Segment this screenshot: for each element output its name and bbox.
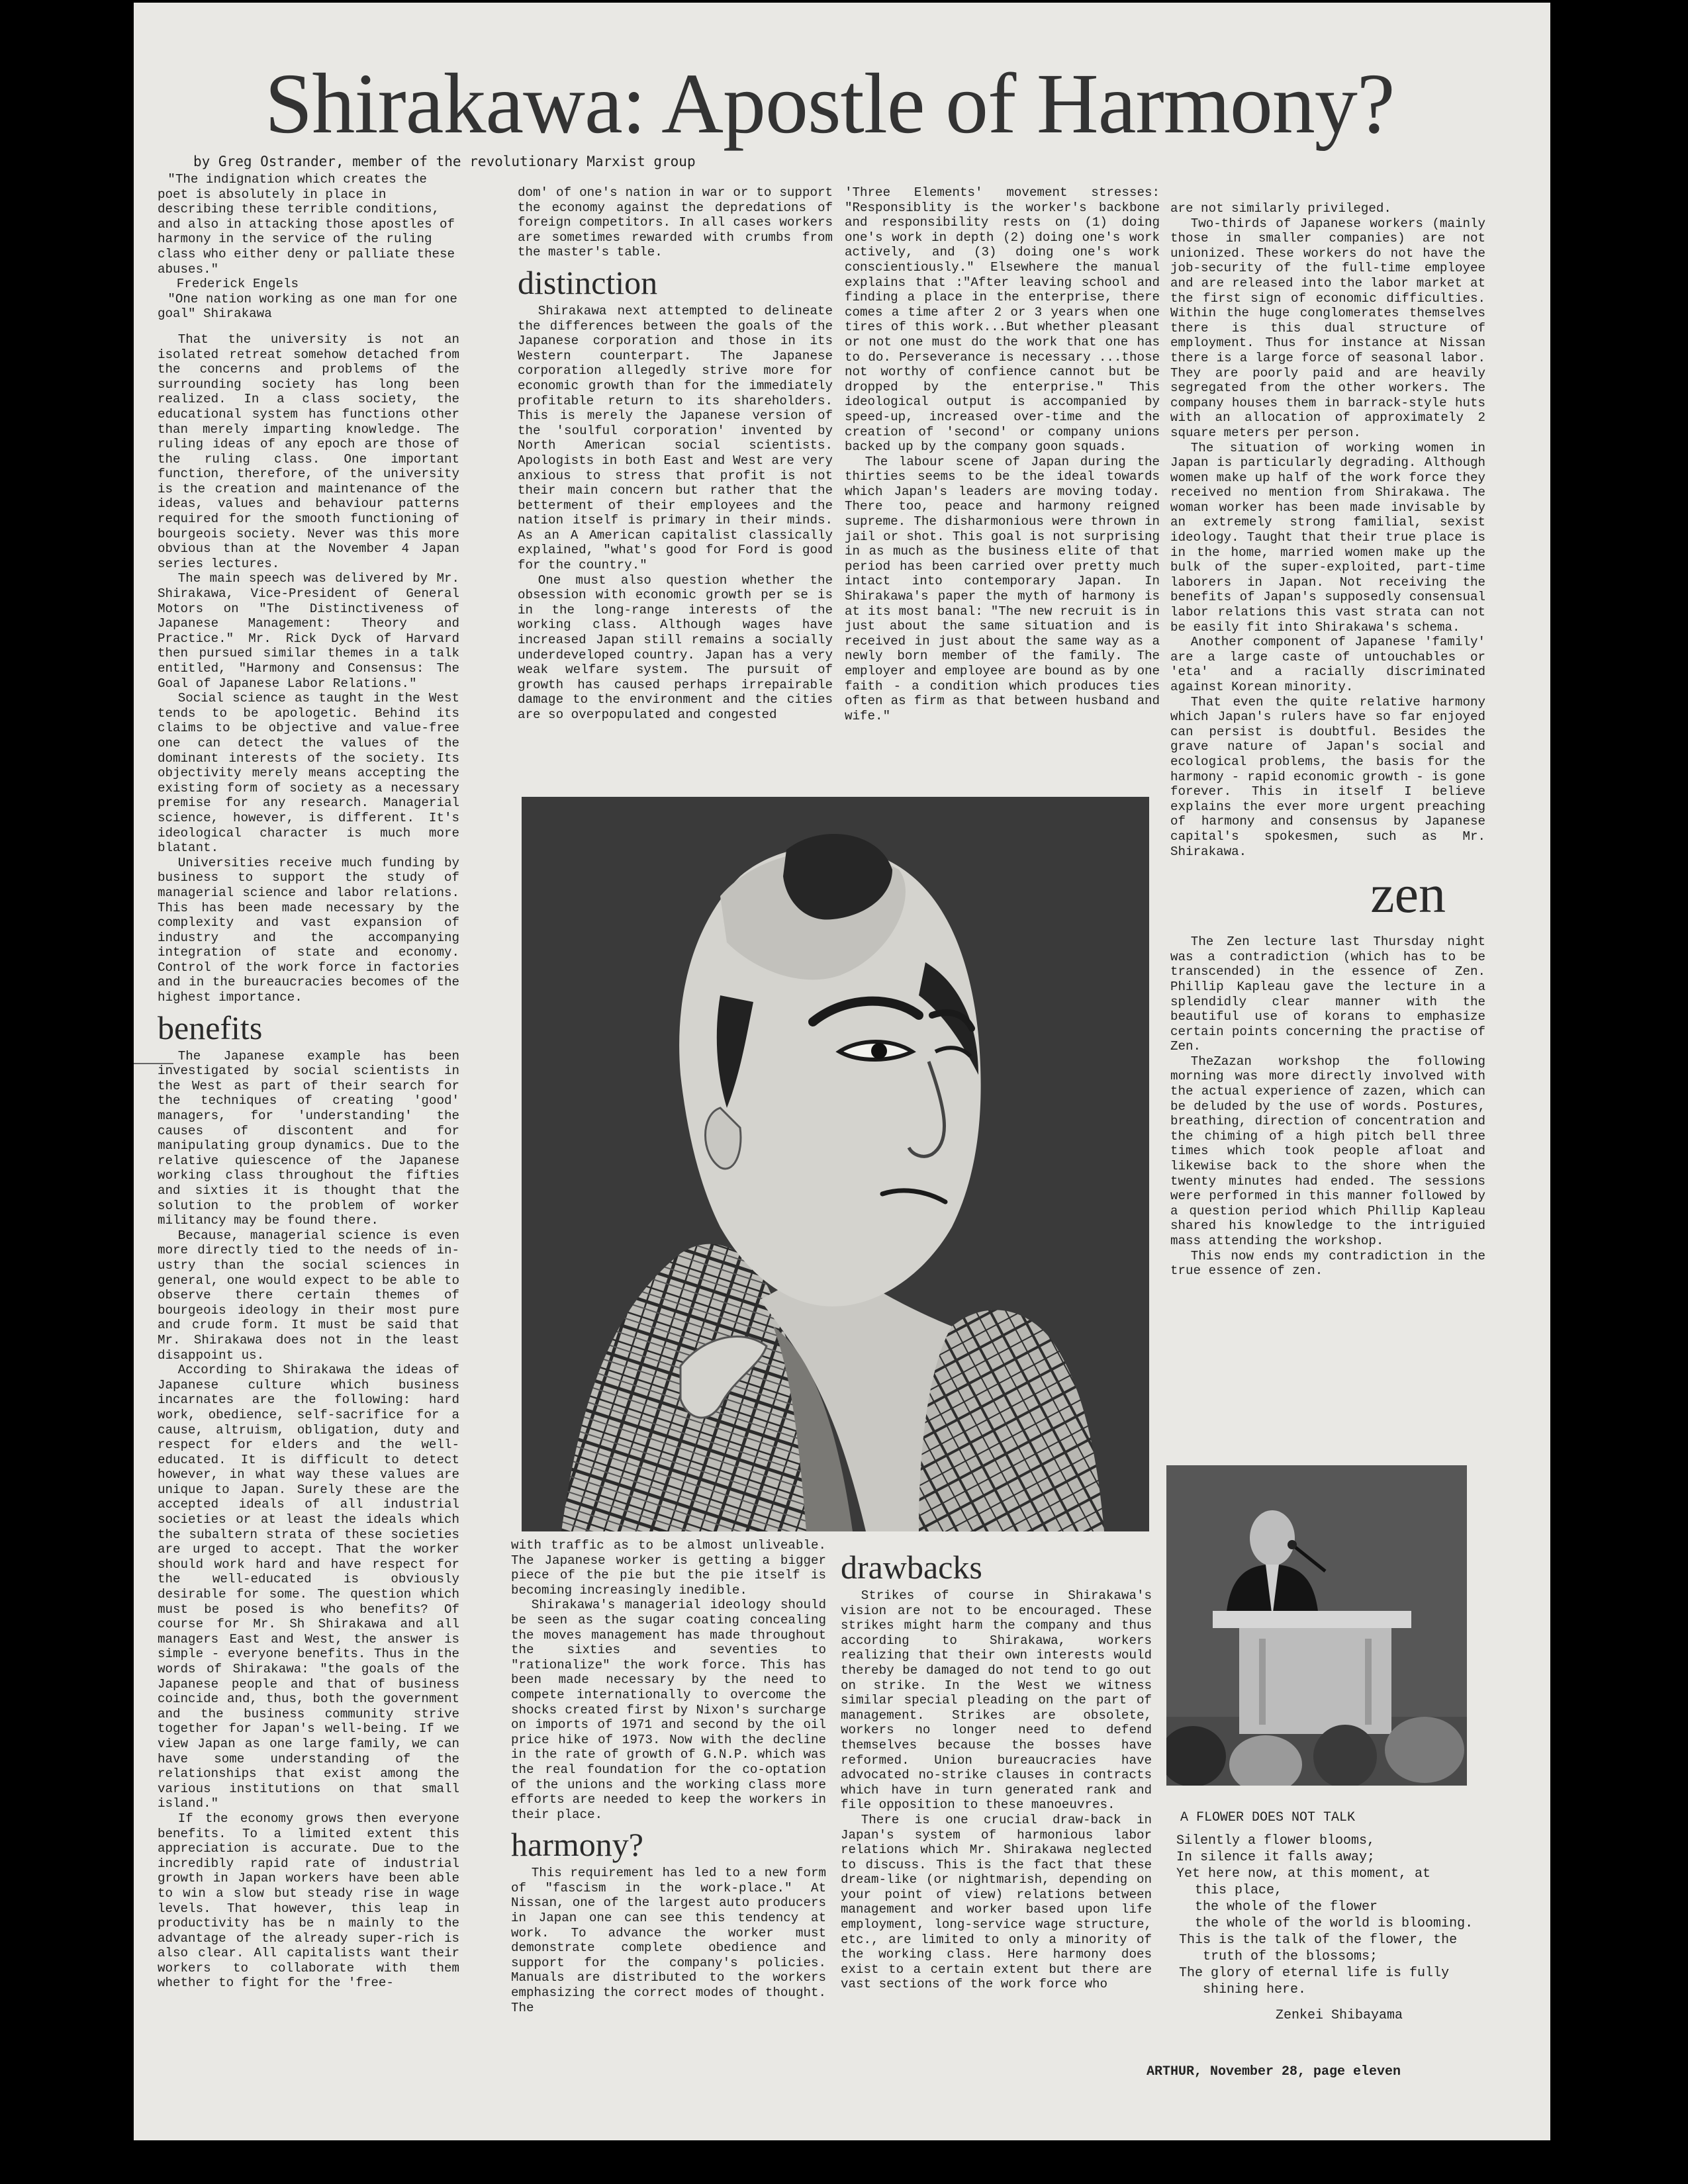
poem-author: Zenkei Shibayama <box>1276 2008 1403 2023</box>
poem-title: A FLOWER DOES NOT TALK <box>1180 1810 1356 1825</box>
epigraph-engels-author: Frederick Engels <box>176 277 299 292</box>
kabuki-portrait-illustration <box>522 797 1149 1531</box>
paragraph: TheZazan workshop the following morning was more directly involved with the actual experience of zazen, which can be deluded by the use of words. Postures, breathing, direction of concentration and the chiming of a high pitch bell three times which took people afloat and likewise back to the shore when the twenty minutes had ended. The sessions were performed in this manner followed by a question period which Phillip Kapleau shared his knowledge to the intriguied mass attending the workshop. <box>1170 1054 1485 1248</box>
poem-line: In silence it falls away; <box>1176 1850 1376 1865</box>
paragraph: The Japanese example has been investigated by social scientists in the West as part of their search for the techniques of creating 'good' managers, for 'understanding' the causes of discontent and for manipulating group dynamics. Due to the relative quiescence of the Japanese working class throughout the fifties and sixties it is thought that the solution to the problem of worker militancy may be found there. <box>158 1048 459 1228</box>
lecturer-photo <box>1166 1465 1467 1786</box>
paragraph: dom' of one's nation in war or to support the economy against the depredations of foreign competitors. In all cases workers are sometimes rewarded with crumbs from the master's table. <box>518 185 833 260</box>
poem <box>1176 1809 1481 2024</box>
poem-line: Yet here now, at this moment, at <box>1176 1866 1431 1882</box>
column-4 <box>1170 201 1485 1462</box>
poem-line: This is the talk of the flower, the <box>1179 1933 1458 1948</box>
paragraph: are not similarly privileged. <box>1170 201 1391 216</box>
paragraph: One must also question whether the obsession with economic growth per se is in the long-range interests of the working class. Although wages have increased Japan still remains a socially underdeveloped country. Japan has a very weak welfare system. The pursuit of growth has caused perhaps irrepairable damage to the environment and the cities are so overpopulated and congested <box>518 572 833 722</box>
poem-line: The glory of eternal life is fully <box>1179 1966 1450 1981</box>
column-1 <box>158 172 459 2131</box>
article-title: Shirakawa: Apostle of Harmony? <box>265 56 1395 152</box>
paragraph: Another component of Japanese 'family' are a large caste of untouchables or 'eta' and a racially discriminated against Korean minority. <box>1170 635 1485 694</box>
newspaper-page <box>134 3 1550 2140</box>
paragraph: If the economy grows then everyone benefits. To a limited extent this appreciation is accurate. Due to the incredibly rapid rate of industrial growth in Japan workers have been able to win a slow but steady rise in wage levels. That however, this leap in productivity has be n mainly to the advantage of the already super-rich is also clear. All capitalists want their workers to collaborate with them whether to fight for the 'free- <box>158 1811 459 1991</box>
subhead-benefits: benefits <box>158 1009 263 1046</box>
paragraph: The situation of working women in Japan is particularly degrading. Although women make up half of the work force they received no mention from Shirakawa. The woman worker has been made invisable by an extremely strong familial, sexist ideology. Taught that their true place is in the home, married women make up the bulk of the super-exploited, part-time laborers in Japan. Not receiving the benefits of Japan's supposedly consensual labor relations this vast strata can not be easily fit into Shirakawa's schema. <box>1170 440 1485 635</box>
paragraph: Strikes of course in Shirakawa's vision are not to be encouraged. These strikes might harm the company and thus according to Shirakawa, workers realizing that their own interests would thereby be damaged do not tend to go out on strike. In the West we witness similar special pleading on the part of management. Strikes are obsolete, workers no longer need to defend themselves because the bosses have reformed. Union bureaucracies have advocated no-strike clauses in contracts which have in turn generated rank and file opposition to these manoeuvres. <box>841 1588 1152 1813</box>
paragraph: That even the quite relative harmony which Japan's rulers have so far enjoyed can persist is doubtful. Besides the grave nature of Japan's social and ecological problems, the basis for the harmony - rapid economic growth - is gone forever. This in itself I believe explains the ever more urgent preaching of harmony and consensus by Japanese capital's spokesmen, such as Mr. Shirakawa. <box>1170 694 1485 859</box>
paragraph: Because, managerial science is even more directly tied to the needs of in- ustry than the social sciences in general, one would expect to be able to observe there certain themes of bourgeois ideology in their most pure and crude form. It must be said that Mr. Shirakawa does not in the least disappoint us. <box>158 1228 459 1363</box>
page-footer: ARTHUR, November 28, page eleven <box>1147 2064 1401 2079</box>
subhead-harmony: harmony? <box>511 1826 643 1864</box>
paragraph: There is one crucial draw-back in Japan's system of harmonious labor relations which Mr. Shirakawa neglected to discuss. This is the fact that these dream-like (or nightmarish, depending on your point of view) relations between management and worker based upon life employment, long-service wage structure, etc., are limited to only a minority of the working class. Here harmony does exist to a certain extent but there are vast sections of the work force who <box>841 1812 1152 1992</box>
paragraph: This requirement has led to a new form of "fascism in the work-place." At Nissan, one of the largest auto producers in Japan one can see this tendency at work. To advance the worker must demonstrate complete obedience and support for the company's policies. Manuals are distributed to the workers emphasizing the correct modes of thought. The <box>511 1866 826 2015</box>
poem-line: Silently a flower blooms, <box>1176 1833 1376 1848</box>
paragraph: with traffic as to be almost unliveable. The Japanese worker is getting a bigger piece of the pie but the pie itself is becoming increasingly inedible. <box>511 1538 826 1598</box>
paragraph: That the university is not an isolated retreat somehow detached from the concerns and problems of the surrounding society has long been realized. In a class society, the educational system has functions other than merely imparting knowledge. The ruling ideas of any epoch are those of the ruling class. One important function, therefore, of the university is the creation and maintenance of the ideas, values and behaviour patterns required for the smooth functioning of bourgeois society. Never was this more obvious than at the November 4 Japan series lectures. <box>158 332 459 571</box>
poem-line: this place, <box>1195 1883 1283 1898</box>
paragraph: This now ends my contradiction in the true essence of zen. <box>1170 1248 1485 1279</box>
paragraph: According to Shirakawa the ideas of Japanese culture which business incarnates are the following: hard work, obedience, self-sacrifice for a cause, altruism, obligation, duty and respect for elders and the well-educated. It is difficult to detect however, in what way these values are unique to Japan. Surely these are the accepted ideals of all industrial societies or at least the ideals which the subaltern strata of these societies are urged to accept. That the worker should work hard and have respect for the well-educated is obviously desirable for some. The question which must be posed is who benefits? Of course for Mr. Sh Shirakawa and all managers East and West, the answer is simple - everyone benefits. Thus in the words of Shirakawa: "the goals of the Japanese people and that of business coincide and, thus, both the government and the business community strive together for Japan's well-being. If we view Japan as one large family, we can have some understanding of the relationships that exist among the various institutions on that small island." <box>158 1363 459 1811</box>
paragraph: Two-thirds of Japanese workers (mainly those in smaller companies) are not unionized. These workers do not have the job-security of the full-time employee and are released into the labor market at the first sign of economic difficulties. Within the huge conglomerates themselves there is this dual structure of employment. Thus for instance at Nissan there is a large force of seasonal labor. They are poorly paid and are heavily segregated from the other workers. The company houses them in barrack-style huts with an allocation of approximately 2 square meters per person. <box>1170 216 1485 440</box>
paragraph: The main speech was delivered by Mr. Shirakawa, Vice-President of General Motors on "The Distinctiveness of Japanese Management: Theory and Practice." Mr. Rick Dyck of Harvard then pursued similar themes in a talk entitled, "Harmony and Consensus: The Goal of Japanese Labor Relations." <box>158 571 459 691</box>
paragraph: Shirakawa's managerial ideology should be seen as the sugar coating concealing the moves management has made throughout the sixties and seventies to "rationalize" the work force. This has been made necessary by the need to compete internationally to overcome the shocks created first by Nixon's surcharge on imports of 1971 and second by the oil price hike of 1973. Now with the decline in the rate of growth of G.N.P. which was the real foundation for the co-optation of the unions and the working class more efforts are needed to keep the workers in their place. <box>511 1598 826 1822</box>
poem-line: the whole of the flower <box>1195 1899 1378 1915</box>
poem-line: truth of the blossoms; <box>1203 1949 1378 1964</box>
epigraph-shirakawa: "One nation working as one man for one goal" Shirakawa <box>158 291 457 322</box>
poem-line: the whole of the world is blooming. <box>1195 1916 1474 1931</box>
paragraph: Shirakawa next attempted to delineate the differences between the goals of the Japanese corporation and those in its Western counterpart. The Japanese corporation allegedly strive more for economic growth than for the immediately profitable return to its shareholders. This is merely the Japanese version of the 'soulful corporation' invented by North American social scientists. Apologists in both East and West are very anxious to stress that profit is not their main concern but rather that the betterment of their employees and the nation itself is primary in their minds. As an A American capitalist classically explained, "what's good for Ford is good for the country." <box>518 303 833 573</box>
paragraph: Universities receive much funding by business to support the study of managerial science and labor relations. This has been made necessary by the complexity and vast expansion of industry and the accompanying integration of state and economy. Control of the work force in factories and in the bureaucracies becomes of the highest importance. <box>158 855 459 1005</box>
subhead-drawbacks: drawbacks <box>841 1549 982 1586</box>
column-3-bottom <box>841 1549 1152 2091</box>
subhead-distinction: distinction <box>518 263 658 301</box>
paragraph: The labour scene of Japan during the thirties seems to be the ideal towards which Japan's leaders are moving today. There too, peace and harmony reigned supreme. The disharmonious were thrown in jail or shot. This goal is not surprising in as much as the business elite of that period has been carried over pretty much intact into contemporary Japan. In Shirakawa's paper the myth of harmony is at its most banal: "The new recruit is in just about the same situation and is received in just about the same way as a newly born member of the family. The employer and employee are bound as by one faith - a condition which produces ties often as firm as that between husband and wife." <box>845 454 1160 723</box>
column-3-top <box>845 185 1160 794</box>
byline: by Greg Ostrander, member of the revolutionary Marxist group <box>193 154 696 169</box>
paragraph: The Zen lecture last Thursday night was a contradiction (which has to be transcended) in the essence of Zen. Phillip Kapleau gave the lecture in a splendidly clear manner with the beautiful use of korans to emphasize certain points concerning the practise of Zen. <box>1170 934 1485 1054</box>
epigraph-engels: "The indignation which creates the poet is absolutely in place in describing these terrible conditions, and also in attacking those apostles of harmony in the service of the ruling class who either deny or palliate these abuses." <box>158 172 455 277</box>
column-2-top <box>518 185 833 794</box>
poem-line: shining here. <box>1203 1982 1307 1997</box>
subhead-zen: zen <box>1370 864 1446 925</box>
column-2-bottom <box>511 1538 826 2094</box>
paragraph: 'Three Elements' movement stresses: "Responsiblity is the worker's backbone and responsibility rests on (1) doing one's work in depth (2) doing one's work actively, and (3) doing one's work conscientiously." Elsewhere the manual explains that :"After leaving school and finding a place in the enterprise, there comes a time after 2 or 3 years when one tires of this work...But whether pleasant or not one must do the work that one has to do. Perseverance is necessary ...those not worthy of confience cannot but be dropped by the enterprise." This ideological output is accompanied by speed-up, increased over-time and the creation of 'second' or company unions backed up by the company goon squads. <box>845 185 1160 455</box>
paragraph: Social science as taught in the West tends to be apologetic. Behind its claims to be objective and value-free one can detect the values of the dominant interests of the society. Its objectivity merely means accepting the existing form of society as a necessary premise for any research. Managerial science, however, is different. It's ideological character is much more blatant. <box>158 691 459 856</box>
